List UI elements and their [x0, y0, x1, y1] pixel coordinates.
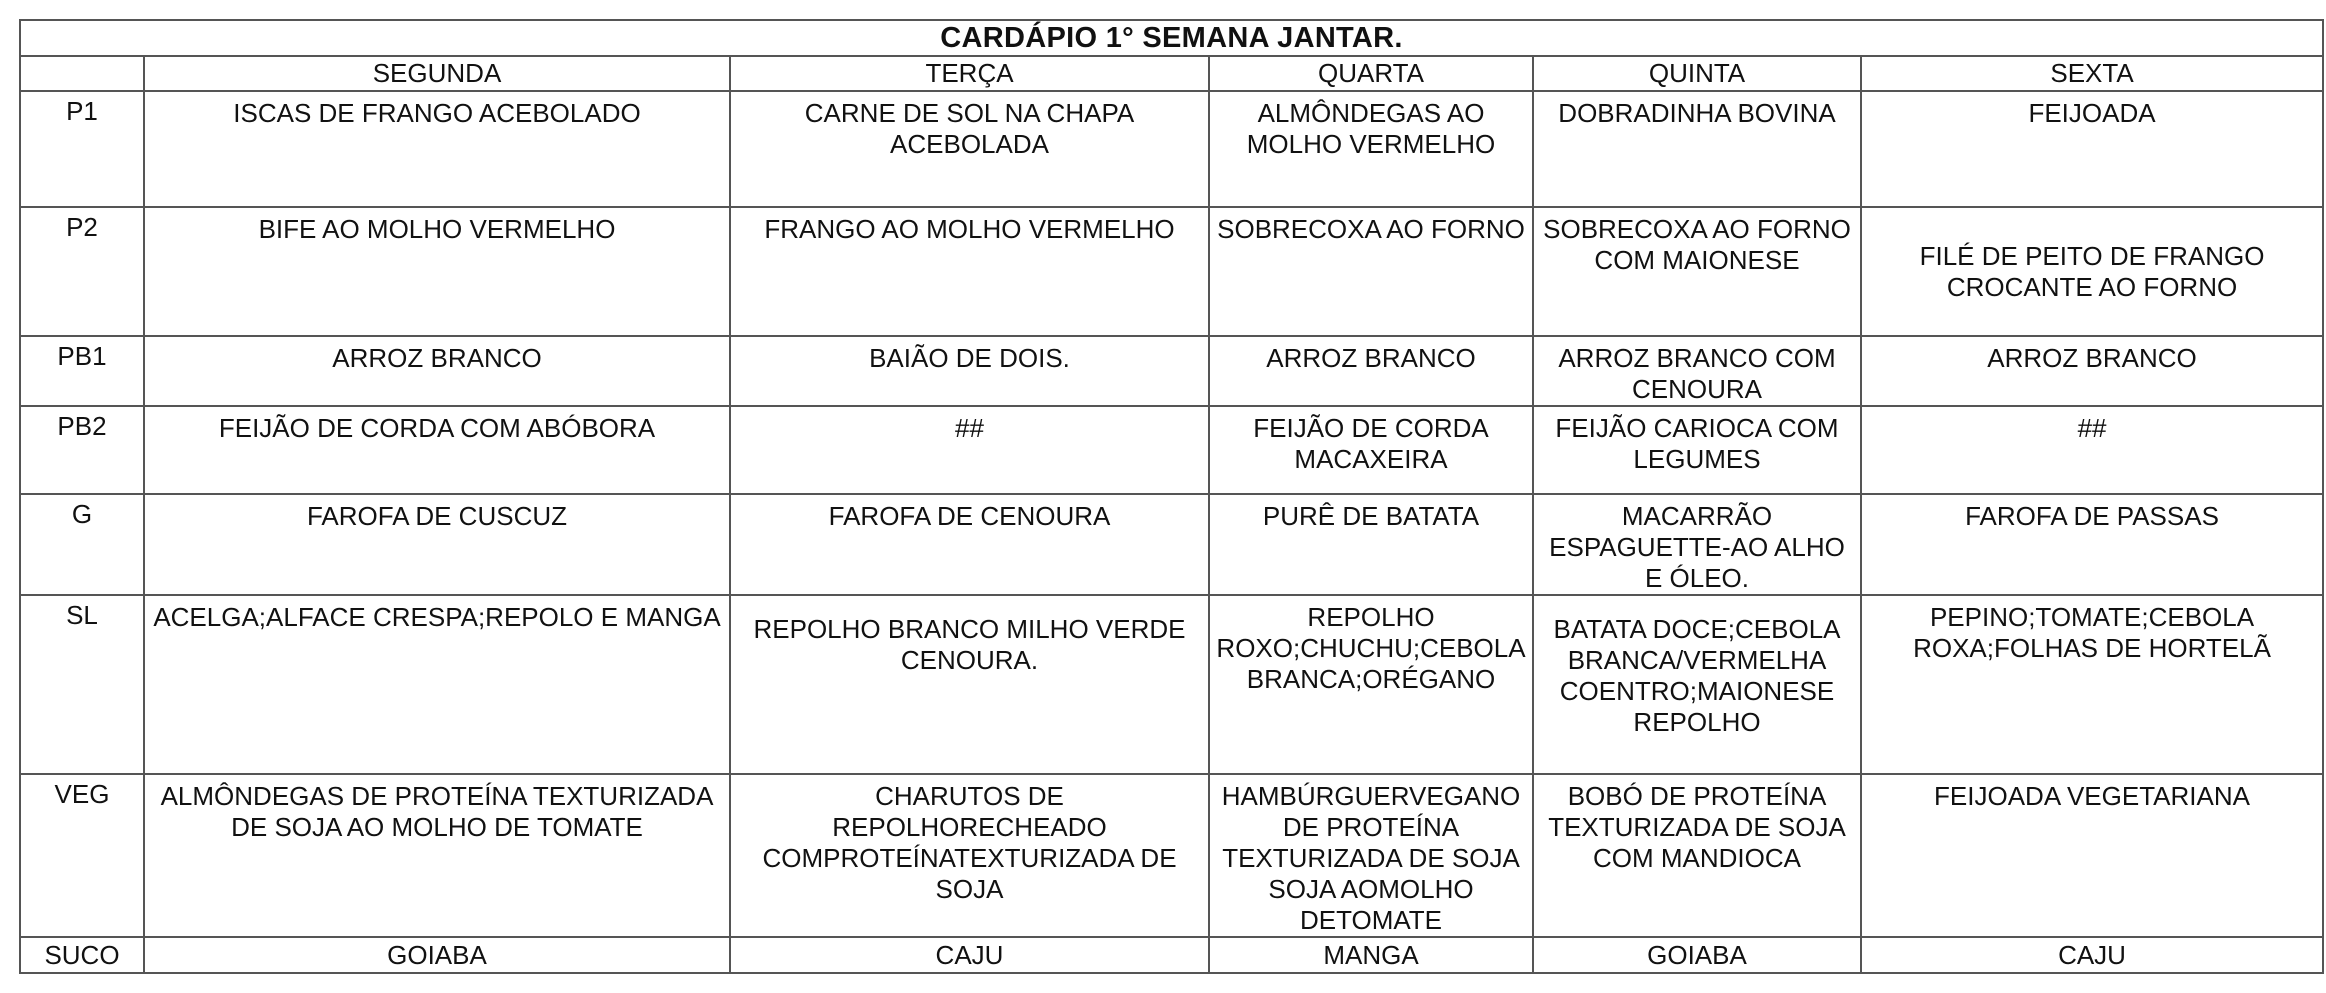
table-row-sl — [20, 595, 2323, 774]
menu-cell: FRANGO AO MOLHO VERMELHO — [730, 207, 1209, 336]
menu-cell: CHARUTOS DE REPOLHORECHEADO COMPROTEÍNATEXTURIZADA DE SOJA — [730, 774, 1209, 937]
menu-cell: BAIÃO DE DOIS. — [730, 336, 1209, 406]
menu-cell: PURÊ DE BATATA — [1209, 494, 1533, 595]
row-code: PB1 — [20, 336, 144, 406]
menu-cell: ALMÔNDEGAS DE PROTEÍNA TEXTURIZADA DE SOJA AO MOLHO DE TOMATE — [144, 774, 730, 937]
row-code: SUCO — [20, 937, 144, 973]
row-code: P2 — [20, 207, 144, 336]
menu-title: CARDÁPIO 1° SEMANA JANTAR. — [20, 20, 2323, 56]
menu-cell: DOBRADINHA BOVINA — [1533, 91, 1861, 207]
menu-cell: GOIABA — [1533, 937, 1861, 973]
menu-cell: ARROZ BRANCO — [1209, 336, 1533, 406]
table-row-veg — [20, 774, 2323, 937]
table-row-p2 — [20, 207, 2323, 336]
title-row — [20, 20, 2323, 56]
day-header-sexta: SEXTA — [1861, 56, 2323, 91]
menu-cell: ARROZ BRANCO COM CENOURA — [1533, 336, 1861, 406]
menu-cell: CAJU — [730, 937, 1209, 973]
table-row-p1 — [20, 91, 2323, 207]
row-code: SL — [20, 595, 144, 774]
menu-cell: SOBRECOXA AO FORNO COM MAIONESE — [1533, 207, 1861, 336]
menu-cell: BIFE AO MOLHO VERMELHO — [144, 207, 730, 336]
menu-cell: FEIJOADA — [1861, 91, 2323, 207]
menu-cell: FILÉ DE PEITO DE FRANGO CROCANTE AO FORNO — [1861, 207, 2323, 336]
day-header-row — [20, 56, 2323, 91]
row-code: VEG — [20, 774, 144, 937]
menu-cell: ARROZ BRANCO — [1861, 336, 2323, 406]
menu-cell: MACARRÃO ESPAGUETTE-AO ALHO E ÓLEO. — [1533, 494, 1861, 595]
row-code: PB2 — [20, 406, 144, 494]
menu-cell: GOIABA — [144, 937, 730, 973]
menu-cell: ACELGA;ALFACE CRESPA;REPOLO E MANGA — [144, 595, 730, 774]
menu-cell: CARNE DE SOL NA CHAPA ACEBOLADA — [730, 91, 1209, 207]
table-row-pb2 — [20, 406, 2323, 494]
menu-cell: HAMBÚRGUERVEGANO DE PROTEÍNA TEXTURIZADA DE SOJA SOJA AOMOLHO DETOMATE — [1209, 774, 1533, 937]
table-row-pb1 — [20, 336, 2323, 406]
menu-cell: ARROZ BRANCO — [144, 336, 730, 406]
menu-cell: ## — [730, 406, 1209, 494]
menu-cell: FEIJÃO DE CORDA COM ABÓBORA — [144, 406, 730, 494]
table-row-g — [20, 494, 2323, 595]
menu-cell: FAROFA DE CUSCUZ — [144, 494, 730, 595]
table-row-suco — [20, 937, 2323, 973]
day-header-terca: TERÇA — [730, 56, 1209, 91]
corner-cell — [20, 56, 144, 91]
menu-cell: SOBRECOXA AO FORNO — [1209, 207, 1533, 336]
day-header-segunda: SEGUNDA — [144, 56, 730, 91]
menu-cell: PEPINO;TOMATE;CEBOLA ROXA;FOLHAS DE HORTELÃ — [1861, 595, 2323, 774]
menu-cell: CAJU — [1861, 937, 2323, 973]
menu-cell: REPOLHO ROXO;CHUCHU;CEBOLA BRANCA;ORÉGANO — [1209, 595, 1533, 774]
day-header-quinta: QUINTA — [1533, 56, 1861, 91]
menu-cell: BATATA DOCE;CEBOLA BRANCA/VERMELHA COENTRO;MAIONESE REPOLHO — [1533, 595, 1861, 774]
menu-cell: FEIJÃO DE CORDA MACAXEIRA — [1209, 406, 1533, 494]
menu-cell: BOBÓ DE PROTEÍNA TEXTURIZADA DE SOJA COM MANDIOCA — [1533, 774, 1861, 937]
menu-cell: FAROFA DE CENOURA — [730, 494, 1209, 595]
day-header-quarta: QUARTA — [1209, 56, 1533, 91]
row-code: G — [20, 494, 144, 595]
row-code: P1 — [20, 91, 144, 207]
menu-table — [19, 19, 2324, 974]
menu-cell: ## — [1861, 406, 2323, 494]
menu-cell: REPOLHO BRANCO MILHO VERDE CENOURA. — [730, 595, 1209, 774]
menu-cell: FEIJÃO CARIOCA COM LEGUMES — [1533, 406, 1861, 494]
menu-cell: MANGA — [1209, 937, 1533, 973]
menu-cell: ISCAS DE FRANGO ACEBOLADO — [144, 91, 730, 207]
menu-cell: FAROFA DE PASSAS — [1861, 494, 2323, 595]
menu-document — [19, 19, 2322, 974]
menu-cell: ALMÔNDEGAS AO MOLHO VERMELHO — [1209, 91, 1533, 207]
menu-cell: FEIJOADA VEGETARIANA — [1861, 774, 2323, 937]
